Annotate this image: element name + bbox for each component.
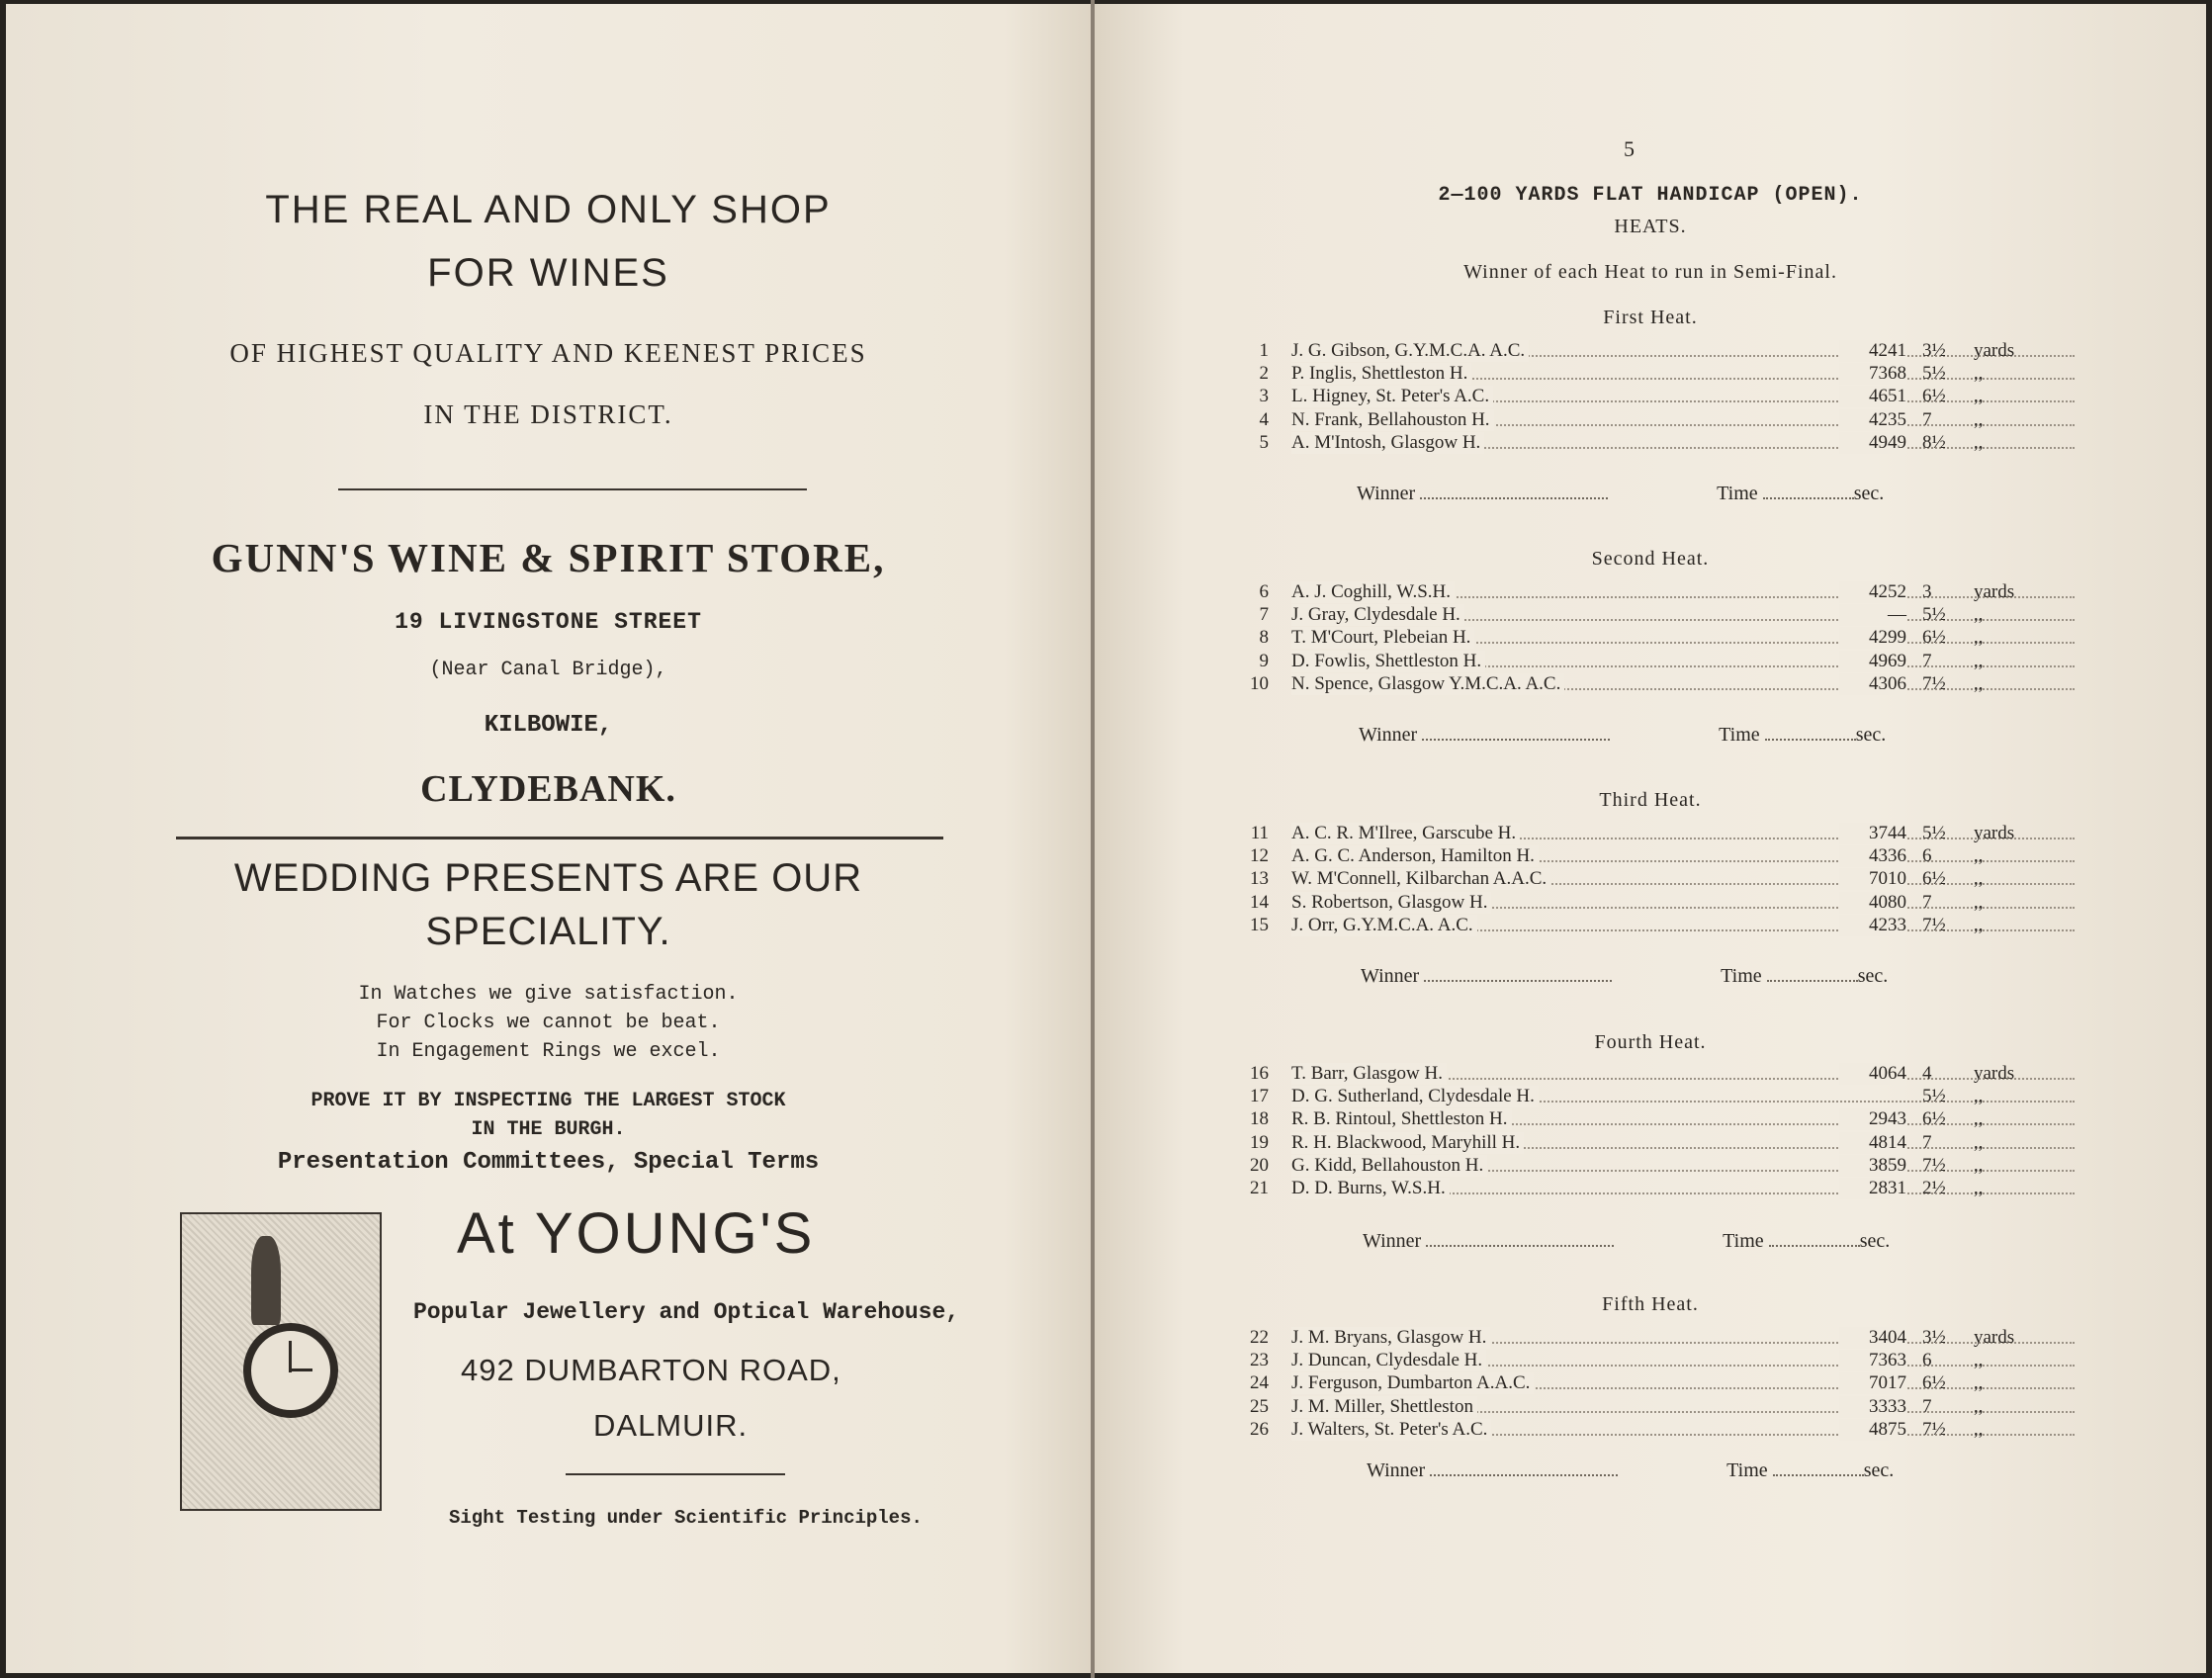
sec-label: sec.	[1863, 1459, 1895, 1481]
entry-row	[1248, 1108, 2059, 1132]
entry-unit: yards	[1974, 581, 2015, 602]
entry-code: 4064	[1839, 1063, 1906, 1085]
clock-icon	[243, 1323, 338, 1418]
entry-unit: ,,	[1974, 1086, 1984, 1107]
entry-name: G. Kidd, Bellahouston H.	[1291, 1155, 1487, 1177]
entry-row	[1248, 823, 2059, 846]
entry-row	[1248, 363, 2059, 387]
entry-unit: yards	[1974, 340, 2015, 361]
headline-line-2: FOR WINES	[427, 251, 669, 295]
entry-number: 15	[1250, 914, 1269, 935]
event-title: 2—100 YARDS FLAT HANDICAP (OPEN).	[1438, 184, 1863, 207]
entry-name: D. G. Sutherland, Clydesdale H.	[1291, 1086, 1539, 1107]
sec-label: sec.	[1855, 724, 1887, 746]
clock-engraving-image	[180, 1212, 382, 1511]
entry-number: 21	[1250, 1178, 1269, 1198]
entry-unit: ,,	[1974, 914, 1984, 935]
entry-row	[1248, 432, 2059, 456]
entry-row	[1248, 845, 2059, 869]
entry-handicap: 5½	[1922, 823, 1946, 843]
statue-figure-icon	[251, 1236, 281, 1325]
heat-title: Fifth Heat.	[1602, 1293, 1699, 1315]
entry-unit: ,,	[1974, 1131, 1984, 1153]
prove-line-1: PROVE IT BY INSPECTING THE LARGEST STOCK	[310, 1090, 786, 1112]
entry-name: N. Spence, Glasgow Y.M.C.A. A.C.	[1291, 673, 1564, 695]
winner-label: Winner	[1363, 1230, 1422, 1252]
entry-number: 13	[1250, 868, 1269, 890]
entry-name: T. M'Court, Plebeian H.	[1291, 627, 1474, 649]
entry-row	[1248, 1396, 2059, 1420]
youngs-district: DALMUIR.	[593, 1408, 749, 1443]
entry-unit: ,,	[1974, 627, 1984, 649]
entry-number: 22	[1250, 1327, 1269, 1348]
entry-name: J. Duncan, Clydesdale H.	[1291, 1350, 1486, 1371]
winner-blank	[1422, 735, 1610, 741]
entry-code: 3333	[1839, 1396, 1906, 1418]
entry-row	[1248, 1372, 2059, 1396]
winner-label: Winner	[1359, 724, 1418, 746]
entry-unit: ,,	[1974, 604, 1984, 626]
winner-blank	[1430, 1470, 1618, 1476]
entry-row	[1248, 581, 2059, 605]
entry-row	[1248, 892, 2059, 916]
committees-line: Presentation Committees, Special Terms	[277, 1149, 820, 1176]
entry-unit: ,,	[1974, 845, 1984, 867]
heats-note: Winner of each Heat to run in Semi-Final.	[1463, 261, 1837, 283]
entry-name: A. C. R. M'Ilree, Garscube H.	[1291, 823, 1520, 844]
entry-number: 8	[1259, 627, 1269, 649]
entry-name: S. Robertson, Glasgow H.	[1291, 892, 1491, 914]
heat-title: Third Heat.	[1599, 789, 1702, 811]
entry-code: 4651	[1839, 386, 1906, 407]
winner-label: Winner	[1361, 965, 1420, 987]
entry-row	[1248, 1350, 2059, 1373]
entry-row	[1248, 673, 2059, 697]
entry-handicap: 7½	[1922, 1418, 1946, 1440]
sight-testing: Sight Testing under Scientific Principles.	[449, 1507, 923, 1529]
entry-unit: ,,	[1974, 408, 1984, 430]
store-city: CLYDEBANK.	[420, 768, 676, 810]
entry-handicap: 7	[1922, 1395, 1932, 1417]
entry-name: J. M. Bryans, Glasgow H.	[1291, 1327, 1490, 1349]
entry-unit: yards	[1974, 1327, 2015, 1348]
entry-name: A. G. C. Anderson, Hamilton H.	[1291, 845, 1539, 867]
entry-unit: yards	[1974, 1063, 2015, 1084]
winner-time-line	[1363, 1230, 1890, 1253]
left-page	[6, 4, 1091, 1673]
entry-number: 18	[1250, 1108, 1269, 1130]
entry-handicap: 3	[1922, 581, 1932, 602]
entry-number: 11	[1250, 823, 1269, 843]
entry-name: R. H. Blackwood, Maryhill H.	[1291, 1132, 1524, 1154]
entry-name: D. D. Burns, W.S.H.	[1291, 1178, 1450, 1199]
entry-code: 7363	[1839, 1350, 1906, 1371]
entry-code: 3744	[1839, 823, 1906, 844]
winner-time-line	[1367, 1459, 1894, 1482]
entry-handicap: 6½	[1922, 868, 1946, 890]
entry-handicap: 7	[1922, 650, 1932, 671]
heats-label: HEATS.	[1614, 216, 1687, 237]
entry-handicap: 7	[1922, 1131, 1932, 1153]
subline-district: IN THE DISTRICT.	[423, 399, 673, 429]
entry-handicap: 7½	[1922, 914, 1946, 935]
entry-code: 4336	[1839, 845, 1906, 867]
entry-unit: ,,	[1974, 363, 1984, 385]
entry-row	[1248, 1086, 2059, 1109]
headline-line-1: THE REAL AND ONLY SHOP	[265, 188, 832, 231]
sec-label: sec.	[1853, 483, 1885, 504]
entry-row	[1248, 651, 2059, 674]
entry-handicap: 4	[1922, 1063, 1932, 1084]
winner-time-line	[1361, 965, 1888, 988]
winner-time-line	[1359, 724, 1886, 747]
entry-code: 4969	[1839, 651, 1906, 672]
entry-number: 20	[1250, 1154, 1269, 1176]
entry-number: 6	[1259, 581, 1269, 602]
entry-handicap: 6	[1922, 845, 1932, 867]
divider-long	[176, 837, 943, 839]
entry-number: 2	[1259, 363, 1269, 385]
entry-number: 9	[1259, 650, 1269, 671]
entry-code: 4949	[1839, 432, 1906, 454]
entry-unit: ,,	[1974, 1395, 1984, 1417]
entry-unit: ,,	[1974, 1350, 1984, 1371]
entry-name: A. M'Intosh, Glasgow H.	[1291, 432, 1484, 454]
entry-row	[1248, 604, 2059, 628]
time-blank	[1765, 735, 1856, 741]
entry-name: P. Inglis, Shettleston H.	[1291, 363, 1471, 385]
store-near: (Near Canal Bridge),	[429, 659, 667, 681]
entry-handicap: 7½	[1922, 672, 1946, 694]
entry-handicap: 6½	[1922, 386, 1946, 407]
entry-unit: ,,	[1974, 431, 1984, 453]
winner-blank	[1426, 1241, 1614, 1247]
entry-number: 1	[1259, 340, 1269, 361]
time-label: Time	[1719, 724, 1760, 746]
entry-handicap: 6½	[1922, 1372, 1946, 1394]
entry-row	[1248, 1419, 2059, 1443]
store-name: GUNN'S WINE & SPIRIT STORE,	[211, 535, 886, 580]
time-label: Time	[1726, 1459, 1768, 1481]
entry-unit: ,,	[1974, 1154, 1984, 1176]
entry-name: D. Fowlis, Shettleston H.	[1291, 651, 1485, 672]
entry-code: 4814	[1839, 1132, 1906, 1154]
entry-code: 4080	[1839, 892, 1906, 914]
entry-row	[1248, 915, 2059, 938]
time-blank	[1767, 976, 1858, 982]
entry-row	[1248, 1155, 2059, 1179]
entry-code: 4235	[1839, 409, 1906, 431]
entry-row	[1248, 868, 2059, 892]
entry-number: 14	[1250, 891, 1269, 913]
entry-handicap: 2½	[1922, 1178, 1946, 1198]
entry-handicap: 5½	[1922, 1086, 1946, 1107]
entry-row	[1248, 1178, 2059, 1201]
youngs-title: At YOUNG'S	[457, 1201, 816, 1266]
sec-label: sec.	[1857, 965, 1889, 987]
claim-rings: In Engagement Rings we excel.	[376, 1040, 721, 1063]
store-street: 19 LIVINGSTONE STREET	[395, 609, 702, 635]
entry-handicap: 8½	[1922, 431, 1946, 453]
time-blank	[1763, 493, 1854, 499]
time-label: Time	[1723, 1230, 1764, 1252]
entry-row	[1248, 1327, 2059, 1351]
entry-code: 4306	[1839, 673, 1906, 695]
entry-handicap: 7½	[1922, 1154, 1946, 1176]
winner-time-line	[1357, 483, 1884, 505]
claim-watches: In Watches we give satisfaction.	[358, 983, 739, 1006]
entry-number: 26	[1250, 1418, 1269, 1440]
entry-unit: ,,	[1974, 672, 1984, 694]
time-blank	[1769, 1241, 1860, 1247]
time-blank	[1773, 1470, 1864, 1476]
entry-name: J. G. Gibson, G.Y.M.C.A. A.C.	[1291, 340, 1529, 362]
entry-name: J. Gray, Clydesdale H.	[1291, 604, 1464, 626]
entry-number: 5	[1259, 431, 1269, 453]
entry-handicap: 5½	[1922, 363, 1946, 385]
winner-blank	[1424, 976, 1612, 982]
entry-unit: yards	[1974, 823, 2015, 843]
store-town: KILBOWIE,	[484, 712, 613, 739]
entry-unit: ,,	[1974, 650, 1984, 671]
entry-code: —	[1839, 604, 1906, 626]
entry-code: 4252	[1839, 581, 1906, 603]
entry-unit: ,,	[1974, 1108, 1984, 1130]
entry-handicap: 6½	[1922, 627, 1946, 649]
entry-name: J. Orr, G.Y.M.C.A. A.C.	[1291, 915, 1477, 936]
entry-row	[1248, 627, 2059, 651]
entry-code: 7368	[1839, 363, 1906, 385]
entry-name: W. M'Connell, Kilbarchan A.A.C.	[1291, 868, 1550, 890]
entry-handicap: 3½	[1922, 1327, 1946, 1348]
entry-code: 4241	[1839, 340, 1906, 362]
entry-number: 12	[1250, 845, 1269, 867]
time-label: Time	[1721, 965, 1762, 987]
entry-unit: ,,	[1974, 1178, 1984, 1198]
entry-row	[1248, 1132, 2059, 1156]
divider-short	[338, 488, 807, 490]
entry-number: 19	[1250, 1131, 1269, 1153]
entry-number: 16	[1250, 1063, 1269, 1084]
heat-title: First Heat.	[1603, 307, 1698, 328]
heat-title: Second Heat.	[1591, 548, 1710, 570]
entry-handicap: 6	[1922, 1350, 1932, 1371]
entry-number: 24	[1250, 1372, 1269, 1394]
entry-name: J. Walters, St. Peter's A.C.	[1291, 1419, 1491, 1441]
entry-code: 7017	[1839, 1372, 1906, 1394]
entry-row	[1248, 386, 2059, 409]
entry-number: 7	[1259, 604, 1269, 626]
wedding-line-1: WEDDING PRESENTS ARE OUR	[233, 856, 863, 900]
entry-code: 3859	[1839, 1155, 1906, 1177]
entry-handicap: 5½	[1922, 604, 1946, 626]
entry-name: J. M. Miller, Shettleston	[1291, 1396, 1477, 1418]
entry-row	[1248, 409, 2059, 433]
entry-name: R. B. Rintoul, Shettleston H.	[1291, 1108, 1512, 1130]
entry-code: 4875	[1839, 1419, 1906, 1441]
entry-code: 2831	[1839, 1178, 1906, 1199]
entry-unit: ,,	[1974, 386, 1984, 407]
youngs-warehouse: Popular Jewellery and Optical Warehouse,	[413, 1299, 960, 1325]
entry-number: 3	[1259, 386, 1269, 407]
entry-name: J. Ferguson, Dumbarton A.A.C.	[1291, 1372, 1534, 1394]
divider-bottom	[566, 1473, 785, 1475]
wedding-line-2: SPECIALITY.	[425, 910, 671, 953]
entry-row	[1248, 1063, 2059, 1087]
prove-line-2: IN THE BURGH.	[471, 1118, 626, 1141]
entry-number: 23	[1250, 1350, 1269, 1371]
entry-code: 7010	[1839, 868, 1906, 890]
entry-row	[1248, 340, 2059, 364]
entry-code: 2943	[1839, 1108, 1906, 1130]
heat-title: Fourth Heat.	[1594, 1031, 1707, 1053]
entry-unit: ,,	[1974, 891, 1984, 913]
winner-label: Winner	[1357, 483, 1416, 504]
sec-label: sec.	[1859, 1230, 1891, 1252]
youngs-address: 492 DUMBARTON ROAD,	[461, 1353, 841, 1387]
winner-label: Winner	[1367, 1459, 1426, 1481]
entry-code: 4233	[1839, 915, 1906, 936]
time-label: Time	[1717, 483, 1758, 504]
winner-blank	[1420, 493, 1608, 499]
entry-number: 10	[1250, 672, 1269, 694]
entry-name: T. Barr, Glasgow H.	[1291, 1063, 1447, 1085]
entry-name: N. Frank, Bellahouston H.	[1291, 409, 1494, 431]
entry-handicap: 6½	[1922, 1108, 1946, 1130]
entry-number: 4	[1259, 408, 1269, 430]
entry-handicap: 7	[1922, 408, 1932, 430]
entry-number: 25	[1250, 1395, 1269, 1417]
entry-number: 17	[1250, 1086, 1269, 1107]
entry-name: A. J. Coghill, W.S.H.	[1291, 581, 1455, 603]
entry-code: 3404	[1839, 1327, 1906, 1349]
entry-handicap: 3½	[1922, 340, 1946, 361]
page-number: 5	[1624, 136, 1635, 161]
claim-clocks: For Clocks we cannot be beat.	[376, 1012, 721, 1034]
entry-unit: ,,	[1974, 1418, 1984, 1440]
entry-unit: ,,	[1974, 1372, 1984, 1394]
subline-quality: OF HIGHEST QUALITY AND KEENEST PRICES	[229, 338, 867, 368]
entry-name: L. Higney, St. Peter's A.C.	[1291, 386, 1493, 407]
entry-unit: ,,	[1974, 868, 1984, 890]
entry-handicap: 7	[1922, 891, 1932, 913]
entry-code: 4299	[1839, 627, 1906, 649]
